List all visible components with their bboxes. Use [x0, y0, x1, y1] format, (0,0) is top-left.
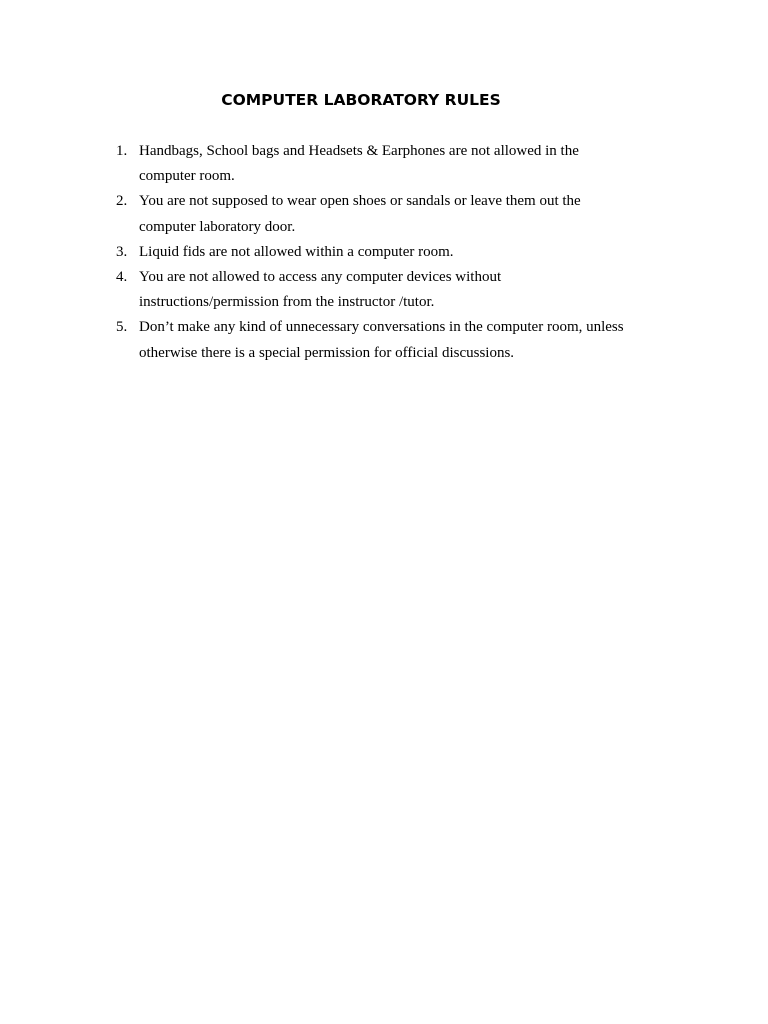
rule-item-5 [110, 315, 630, 365]
rule-item-1 [110, 139, 630, 189]
rule-text: Don’t make any kind of unnecessary conversations in the computer room, unless otherwise there is a special permission for official discussions. [139, 319, 624, 361]
rule-text: Handbags, School bags and Headsets & Earphones are not allowed in the computer room. [139, 143, 579, 185]
page-title: COMPUTER LABORATORY RULES [221, 91, 501, 109]
rule-item-2 [110, 189, 630, 239]
rule-number: 5. [116, 319, 128, 336]
rule-number: 3. [116, 243, 128, 260]
rule-text: Liquid fids are not allowed within a computer room. [139, 243, 454, 260]
rule-number: 1. [116, 143, 128, 159]
rule-text: You are not supposed to wear open shoes or sandals or leave them out the computer laboratory door. [139, 193, 581, 235]
rule-text: You are not allowed to access any computer devices without instructions/permission from the instructor /tutor. [139, 269, 502, 311]
rule-number: 2. [116, 193, 128, 210]
rule-item-4 [110, 265, 630, 315]
rule-number: 4. [116, 269, 128, 286]
rule-item-3 [110, 240, 630, 265]
rules-list [110, 139, 630, 366]
